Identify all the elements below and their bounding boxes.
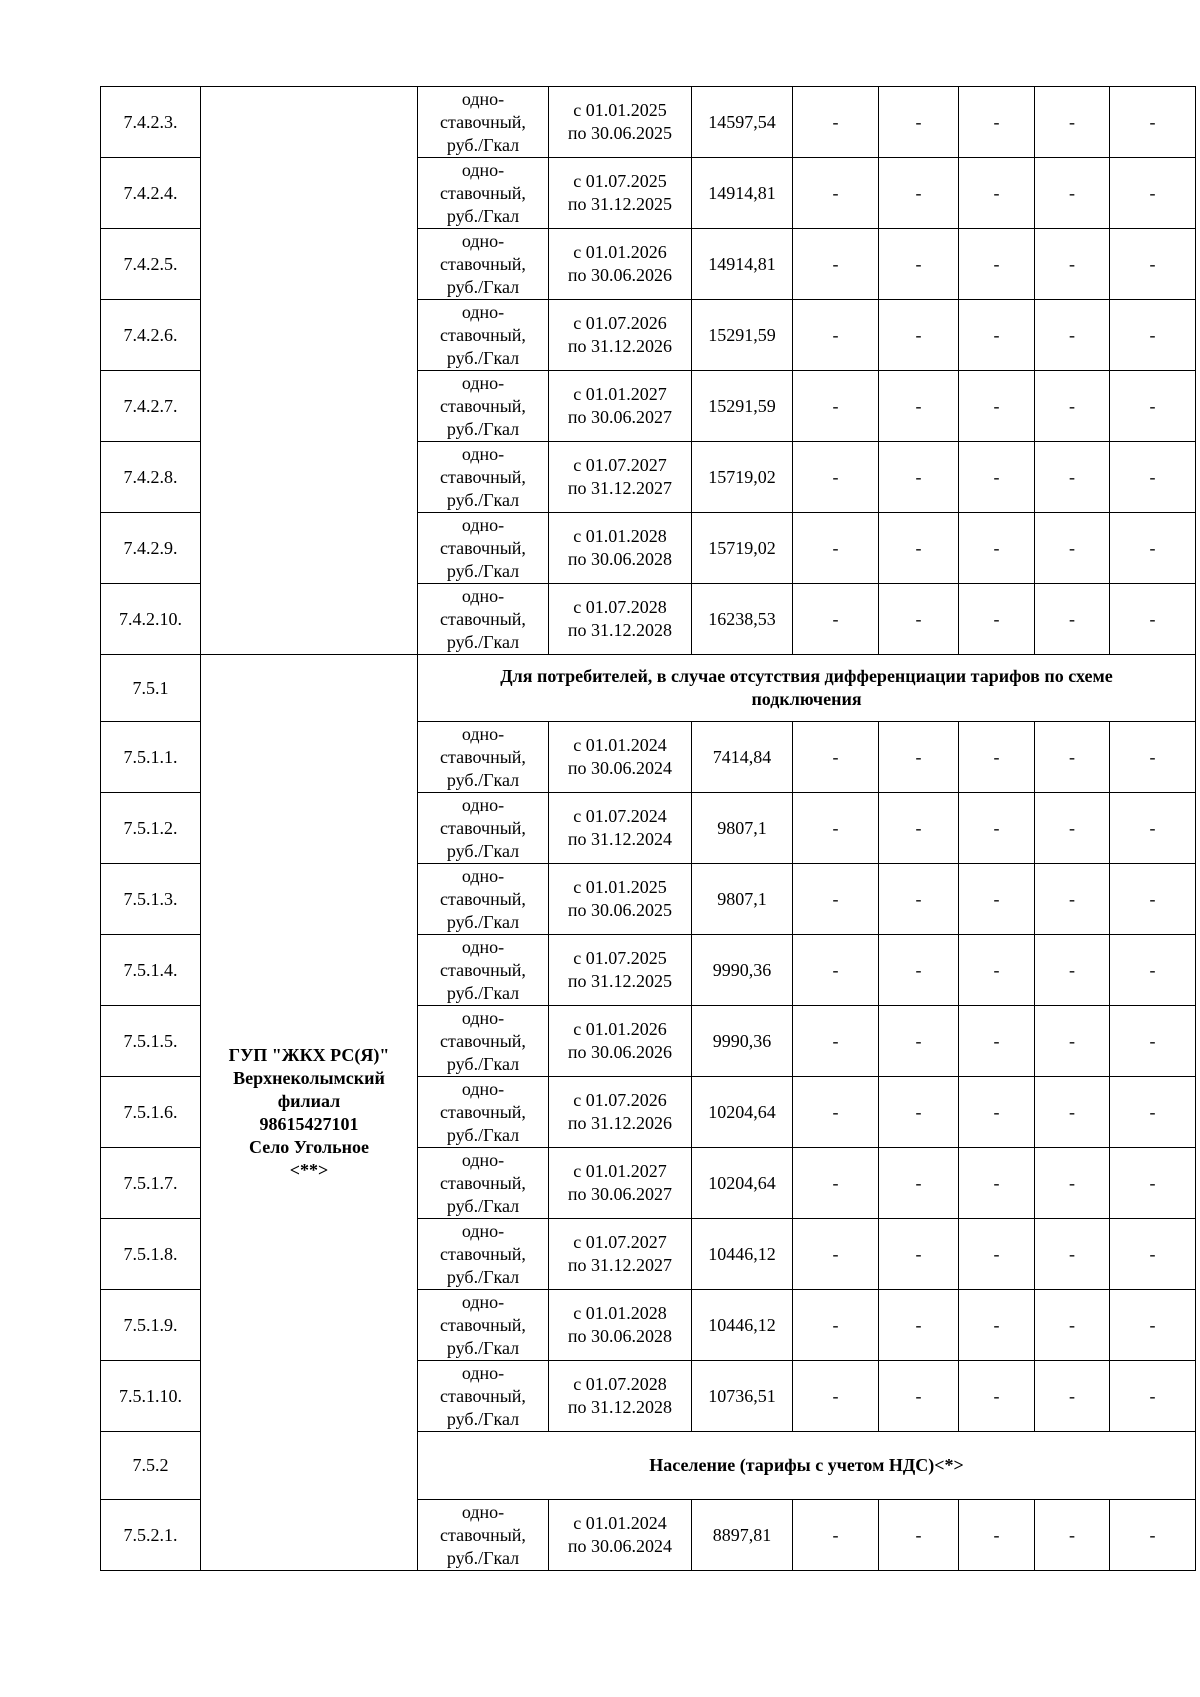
period: с 01.07.2027 по 31.12.2027: [549, 442, 692, 513]
tariff-value: 7414,84: [692, 722, 793, 793]
dash-cell: -: [793, 1219, 879, 1290]
dash-cell: -: [879, 1290, 959, 1361]
dash-cell: -: [959, 442, 1035, 513]
dash-cell: -: [1110, 722, 1196, 793]
period: с 01.07.2026 по 31.12.2026: [549, 300, 692, 371]
organization-cell: ГУП "ЖКХ РС(Я)" Верхнеколымский филиал 98615427101 Село Угольное <**>: [201, 655, 418, 1571]
rate-type: одно- ставочный, руб./Гкал: [418, 1148, 549, 1219]
tariff-value: 14914,81: [692, 229, 793, 300]
dash-cell: -: [793, 722, 879, 793]
dash-cell: -: [959, 1361, 1035, 1432]
period: с 01.07.2027 по 31.12.2027: [549, 1219, 692, 1290]
dash-cell: -: [1110, 935, 1196, 1006]
row-number: 7.5.2.1.: [101, 1500, 201, 1571]
dash-cell: -: [959, 864, 1035, 935]
row-number: 7.5.1.9.: [101, 1290, 201, 1361]
dash-cell: -: [1110, 371, 1196, 442]
rate-type: одно- ставочный, руб./Гкал: [418, 229, 549, 300]
dash-cell: -: [1110, 584, 1196, 655]
tariff-value: 10446,12: [692, 1219, 793, 1290]
rate-type: одно- ставочный, руб./Гкал: [418, 1290, 549, 1361]
period: с 01.07.2025 по 31.12.2025: [549, 935, 692, 1006]
dash-cell: -: [1110, 793, 1196, 864]
dash-cell: -: [959, 793, 1035, 864]
dash-cell: -: [793, 1148, 879, 1219]
dash-cell: -: [793, 1290, 879, 1361]
dash-cell: -: [1110, 1219, 1196, 1290]
row-number: 7.4.2.8.: [101, 442, 201, 513]
rate-type: одно- ставочный, руб./Гкал: [418, 371, 549, 442]
dash-cell: -: [959, 584, 1035, 655]
dash-cell: -: [1110, 1148, 1196, 1219]
row-number: 7.5.1.10.: [101, 1361, 201, 1432]
dash-cell: -: [1110, 1361, 1196, 1432]
dash-cell: -: [1035, 1290, 1110, 1361]
dash-cell: -: [959, 1077, 1035, 1148]
dash-cell: -: [959, 513, 1035, 584]
row-number: 7.5.1.3.: [101, 864, 201, 935]
dash-cell: -: [879, 1219, 959, 1290]
dash-cell: -: [1035, 229, 1110, 300]
dash-cell: -: [879, 864, 959, 935]
dash-cell: -: [1110, 300, 1196, 371]
rate-type: одно- ставочный, руб./Гкал: [418, 1077, 549, 1148]
tariff-value: 8897,81: [692, 1500, 793, 1571]
dash-cell: -: [1035, 584, 1110, 655]
dash-cell: -: [793, 864, 879, 935]
period: с 01.01.2028 по 30.06.2028: [549, 1290, 692, 1361]
dash-cell: -: [879, 158, 959, 229]
dash-cell: -: [793, 1500, 879, 1571]
table-row: [101, 87, 1196, 158]
dash-cell: -: [1035, 1219, 1110, 1290]
dash-cell: -: [793, 87, 879, 158]
dash-cell: -: [959, 371, 1035, 442]
rate-type: одно- ставочный, руб./Гкал: [418, 87, 549, 158]
tariff-value: 16238,53: [692, 584, 793, 655]
dash-cell: -: [879, 793, 959, 864]
dash-cell: -: [1110, 1290, 1196, 1361]
row-number: 7.5.1.2.: [101, 793, 201, 864]
dash-cell: -: [1110, 513, 1196, 584]
dash-cell: -: [1110, 1077, 1196, 1148]
dash-cell: -: [793, 935, 879, 1006]
section-heading: Для потребителей, в случае отсутствия дифференциации тарифов по схеме подключения: [418, 655, 1196, 722]
rate-type: одно- ставочный, руб./Гкал: [418, 158, 549, 229]
row-number: 7.5.1.5.: [101, 1006, 201, 1077]
section-number: 7.5.2: [101, 1432, 201, 1500]
dash-cell: -: [959, 158, 1035, 229]
dash-cell: -: [1035, 1361, 1110, 1432]
tariff-value: 10736,51: [692, 1361, 793, 1432]
period: с 01.01.2027 по 30.06.2027: [549, 1148, 692, 1219]
dash-cell: -: [1035, 1006, 1110, 1077]
dash-cell: -: [879, 1500, 959, 1571]
tariff-value: 14597,54: [692, 87, 793, 158]
period: с 01.01.2024 по 30.06.2024: [549, 1500, 692, 1571]
dash-cell: -: [879, 442, 959, 513]
dash-cell: -: [959, 722, 1035, 793]
dash-cell: -: [959, 1219, 1035, 1290]
rate-type: одно- ставочный, руб./Гкал: [418, 584, 549, 655]
dash-cell: -: [1110, 87, 1196, 158]
dash-cell: -: [959, 1500, 1035, 1571]
period: с 01.07.2028 по 31.12.2028: [549, 1361, 692, 1432]
tariff-value: 15291,59: [692, 371, 793, 442]
dash-cell: -: [793, 229, 879, 300]
period: с 01.01.2026 по 30.06.2026: [549, 229, 692, 300]
dash-cell: -: [1110, 229, 1196, 300]
dash-cell: -: [879, 229, 959, 300]
dash-cell: -: [879, 371, 959, 442]
tariff-value: 9990,36: [692, 935, 793, 1006]
row-number: 7.5.1.7.: [101, 1148, 201, 1219]
rate-type: одно- ставочный, руб./Гкал: [418, 1006, 549, 1077]
dash-cell: -: [1035, 513, 1110, 584]
rate-type: одно- ставочный, руб./Гкал: [418, 1500, 549, 1571]
tariff-table: [100, 86, 1196, 1571]
dash-cell: -: [1035, 864, 1110, 935]
dash-cell: -: [1110, 158, 1196, 229]
period: с 01.01.2024 по 30.06.2024: [549, 722, 692, 793]
dash-cell: -: [879, 1148, 959, 1219]
dash-cell: -: [879, 300, 959, 371]
section-row: [101, 655, 1196, 722]
dash-cell: -: [793, 1006, 879, 1077]
dash-cell: -: [1110, 1500, 1196, 1571]
row-number: 7.4.2.4.: [101, 158, 201, 229]
dash-cell: -: [959, 87, 1035, 158]
dash-cell: -: [1035, 87, 1110, 158]
dash-cell: -: [879, 722, 959, 793]
dash-cell: -: [959, 229, 1035, 300]
period: с 01.01.2026 по 30.06.2026: [549, 1006, 692, 1077]
row-number: 7.5.1.8.: [101, 1219, 201, 1290]
dash-cell: -: [879, 1077, 959, 1148]
rate-type: одно- ставочный, руб./Гкал: [418, 513, 549, 584]
dash-cell: -: [793, 300, 879, 371]
rate-type: одно- ставочный, руб./Гкал: [418, 935, 549, 1006]
period: с 01.01.2028 по 30.06.2028: [549, 513, 692, 584]
period: с 01.07.2028 по 31.12.2028: [549, 584, 692, 655]
dash-cell: -: [959, 1148, 1035, 1219]
dash-cell: -: [1035, 371, 1110, 442]
dash-cell: -: [1035, 1077, 1110, 1148]
dash-cell: -: [959, 935, 1035, 1006]
dash-cell: -: [879, 1006, 959, 1077]
tariff-value: 10446,12: [692, 1290, 793, 1361]
tariff-value: 10204,64: [692, 1148, 793, 1219]
rate-type: одно- ставочный, руб./Гкал: [418, 722, 549, 793]
dash-cell: -: [1035, 793, 1110, 864]
tariff-value: 14914,81: [692, 158, 793, 229]
dash-cell: -: [793, 793, 879, 864]
row-number: 7.4.2.5.: [101, 229, 201, 300]
section-number: 7.5.1: [101, 655, 201, 722]
dash-cell: -: [793, 158, 879, 229]
dash-cell: -: [879, 1361, 959, 1432]
dash-cell: -: [793, 371, 879, 442]
row-number: 7.4.2.6.: [101, 300, 201, 371]
period: с 01.07.2025 по 31.12.2025: [549, 158, 692, 229]
row-number: 7.4.2.9.: [101, 513, 201, 584]
rate-type: одно- ставочный, руб./Гкал: [418, 442, 549, 513]
dash-cell: -: [793, 584, 879, 655]
row-number: 7.5.1.4.: [101, 935, 201, 1006]
dash-cell: -: [1035, 300, 1110, 371]
period: с 01.07.2026 по 31.12.2026: [549, 1077, 692, 1148]
rate-type: одно- ставочный, руб./Гкал: [418, 300, 549, 371]
dash-cell: -: [1035, 1500, 1110, 1571]
table-body: [101, 87, 1196, 1571]
dash-cell: -: [959, 1290, 1035, 1361]
tariff-value: 9807,1: [692, 793, 793, 864]
organization-cell-previous: [201, 87, 418, 655]
rate-type: одно- ставочный, руб./Гкал: [418, 1219, 549, 1290]
tariff-value: 9990,36: [692, 1006, 793, 1077]
dash-cell: -: [959, 300, 1035, 371]
rate-type: одно- ставочный, руб./Гкал: [418, 793, 549, 864]
dash-cell: -: [1110, 864, 1196, 935]
dash-cell: -: [793, 1361, 879, 1432]
tariff-value: 15719,02: [692, 442, 793, 513]
tariff-value: 15719,02: [692, 513, 793, 584]
row-number: 7.4.2.7.: [101, 371, 201, 442]
dash-cell: -: [879, 935, 959, 1006]
dash-cell: -: [1110, 1006, 1196, 1077]
dash-cell: -: [793, 1077, 879, 1148]
row-number: 7.5.1.6.: [101, 1077, 201, 1148]
period: с 01.01.2025 по 30.06.2025: [549, 864, 692, 935]
dash-cell: -: [879, 87, 959, 158]
dash-cell: -: [1035, 158, 1110, 229]
period: с 01.01.2025 по 30.06.2025: [549, 87, 692, 158]
dash-cell: -: [793, 513, 879, 584]
tariff-value: 9807,1: [692, 864, 793, 935]
section-heading: Население (тарифы с учетом НДС)<*>: [418, 1432, 1196, 1500]
row-number: 7.4.2.3.: [101, 87, 201, 158]
row-number: 7.4.2.10.: [101, 584, 201, 655]
dash-cell: -: [1035, 935, 1110, 1006]
row-number: 7.5.1.1.: [101, 722, 201, 793]
dash-cell: -: [879, 513, 959, 584]
period: с 01.01.2027 по 30.06.2027: [549, 371, 692, 442]
dash-cell: -: [793, 442, 879, 513]
dash-cell: -: [1035, 442, 1110, 513]
period: с 01.07.2024 по 31.12.2024: [549, 793, 692, 864]
rate-type: одно- ставочный, руб./Гкал: [418, 1361, 549, 1432]
dash-cell: -: [879, 584, 959, 655]
tariff-value: 10204,64: [692, 1077, 793, 1148]
dash-cell: -: [1035, 722, 1110, 793]
dash-cell: -: [959, 1006, 1035, 1077]
dash-cell: -: [1035, 1148, 1110, 1219]
tariff-value: 15291,59: [692, 300, 793, 371]
rate-type: одно- ставочный, руб./Гкал: [418, 864, 549, 935]
dash-cell: -: [1110, 442, 1196, 513]
